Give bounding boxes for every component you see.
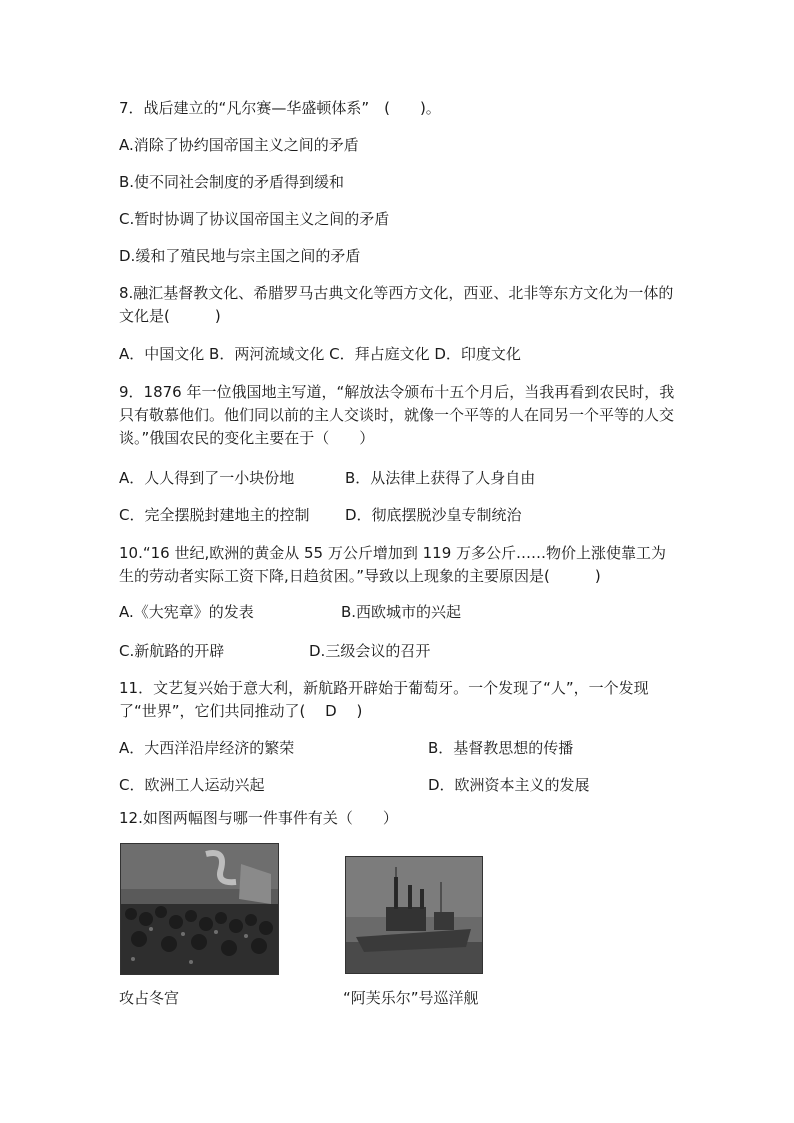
- question-8-stem: 8.融汇基督教文化、希腊罗马古典文化等西方文化，西亚、北非等东方文化为一体的文化是( ): [119, 284, 674, 325]
- aurora-cruiser-photo: [345, 856, 483, 974]
- question-9-option-b: B．从法律上获得了人身自由: [345, 469, 536, 487]
- question-9-option-c: C．完全摆脱封建地主的控制: [119, 506, 310, 524]
- question-7-option-a: A.消除了协约国帝国主义之间的矛盾: [119, 136, 359, 154]
- question-7-option-c: C.暂时协调了协议国帝国主义之间的矛盾: [119, 210, 390, 228]
- question-11-option-b: B．基督教思想的传播: [428, 739, 574, 757]
- question-11-stem: 11．文艺复兴始于意大利，新航路开辟始于葡萄牙。一个发现了“人”，一个发现了“世界”，它们共同推动了( D ): [119, 679, 649, 720]
- question-11-option-c: C．欧洲工人运动兴起: [119, 776, 265, 794]
- question-8-options: A．中国文化 B．两河流域文化 C．拜占庭文化 D．印度文化: [119, 345, 521, 363]
- question-10-option-d: D.三级会议的召开: [309, 642, 431, 660]
- question-10-stem: 10.“16 世纪,欧洲的黄金从 55 万公斤增加到 119 万多公斤……物价上涨使靠工为生的劳动者实际工资下降,日趋贫困。”导致以上现象的主要原因是( ): [119, 544, 667, 585]
- question-7-option-d: D.缓和了殖民地与宗主国之间的矛盾: [119, 247, 361, 265]
- photo-caption-1: 攻占冬宫: [119, 989, 180, 1007]
- question-10-option-a: A.《大宪章》的发表: [119, 603, 254, 621]
- question-10-option-b: B.西欧城市的兴起: [341, 603, 462, 621]
- question-9-stem: 9．1876 年一位俄国地主写道，“解放法令颁布十五个月后，当我再看到农民时，我只有敬慕他们。他们同以前的主人交谈时，就像一个平等的人在同另一个平等的人交谈。”俄国农民的变化主要在于（ ）: [119, 383, 675, 447]
- winter-palace-illustration: [121, 844, 278, 974]
- photo-caption-2: “阿芙乐尔”号巡洋舰: [343, 989, 479, 1007]
- question-9-option-a: A．人人得到了一小块份地: [119, 469, 295, 487]
- question-11-option-a: A．大西洋沿岸经济的繁荣: [119, 739, 295, 757]
- question-7-option-b: B.使不同社会制度的矛盾得到缓和: [119, 173, 345, 191]
- question-10-option-c: C.新航路的开辟: [119, 642, 225, 660]
- aurora-cruiser-illustration: [346, 857, 482, 973]
- question-11-option-d: D．欧洲资本主义的发展: [428, 776, 590, 794]
- question-9-option-d: D．彻底摆脱沙皇专制统治: [345, 506, 522, 524]
- winter-palace-photo: [120, 843, 279, 975]
- question-12-stem: 12.如图两幅图与哪一件事件有关（ ）: [119, 809, 398, 827]
- question-7-stem: 7．战后建立的“凡尔赛—华盛顿体系” ( )。: [119, 99, 441, 117]
